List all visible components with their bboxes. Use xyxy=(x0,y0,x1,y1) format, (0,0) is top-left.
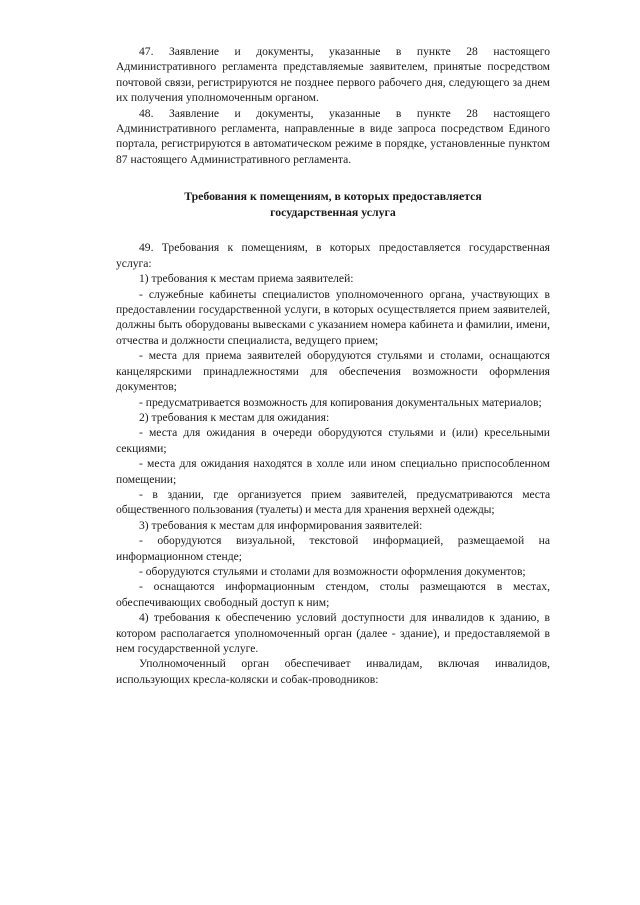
subsection-3-title: 3) требования к местам для информирования заявителей: xyxy=(139,518,423,532)
list-item: - оснащаются информационным стендом, столы размещаются в местах, обеспечивающих свободный доступ к ним; xyxy=(116,580,550,609)
document-page xyxy=(116,44,550,687)
paragraph-47: 47. Заявление и документы, указанные в пункте 28 настоящего Административного регламента представляемые заявителем, принятые посредством почтовой связи, регистрируются не позднее первого рабочего дня, следующего за днем их получения уполномоченным органом. xyxy=(116,45,550,105)
list-item: - места для ожидания находятся в холле или ином специально приспособленном помещении; xyxy=(116,457,550,486)
closing-paragraph: Уполномоченный орган обеспечивает инвалидам, включая инвалидов, использующих кресла-коляски и собак-проводников: xyxy=(116,657,550,686)
list-item: - места для приема заявителей оборудуются стульями и столами, оснащаются канцелярскими принадлежностями для обеспечения возможности оформления документов; xyxy=(116,349,550,394)
list-item: - оборудуются стульями и столами для возможности оформления документов; xyxy=(139,564,526,578)
section-heading-line-2: государственная услуга xyxy=(270,204,396,219)
section-heading-line-1: Требования к помещениям, в которых предоставляется xyxy=(184,189,482,204)
subsection-4-title: 4) требования к обеспечению условий доступности для инвалидов к зданию, в котором располагается уполномоченный орган (далее - здание), и предоставляемой в нем государственной услуге. xyxy=(116,611,550,655)
list-item: - предусматривается возможность для копирования документальных материалов; xyxy=(139,395,542,409)
paragraph-49: 49. Требования к помещениям, в которых предоставляется государственная услуга: xyxy=(116,241,550,270)
list-item: - места для ожидания в очереди оборудуются стульями и (или) кресельными секциями; xyxy=(116,426,550,455)
list-item: - в здании, где организуется прием заявителей, предусматриваются места общественного пользования (туалеты) и места для хранения верхней одежды; xyxy=(116,487,550,517)
subsection-2-title: 2) требования к местам для ожидания: xyxy=(139,410,330,424)
subsection-1-title: 1) требования к местам приема заявителей: xyxy=(139,272,354,286)
list-item: - служебные кабинеты специалистов уполномоченного органа, участвующих в предоставлении государственной услуги, в которых осуществляется прием заявителей, должны быть оборудованы вывесками с указанием номера кабинета и фамилии, имени, отчества и должности специалиста, ведущего прием; xyxy=(116,287,550,347)
section-heading xyxy=(116,189,550,220)
paragraph-48: 48. Заявление и документы, указанные в пункте 28 настоящего Административного регламента, направленные в виде запроса посредством Единого портала, регистрируются в автоматическом режиме в порядке, установленные пунктом 87 настоящего Административного регламента. xyxy=(116,106,550,166)
list-item: - оборудуются визуальной, текстовой информацией, размещаемой на информационном стенде; xyxy=(116,534,550,563)
